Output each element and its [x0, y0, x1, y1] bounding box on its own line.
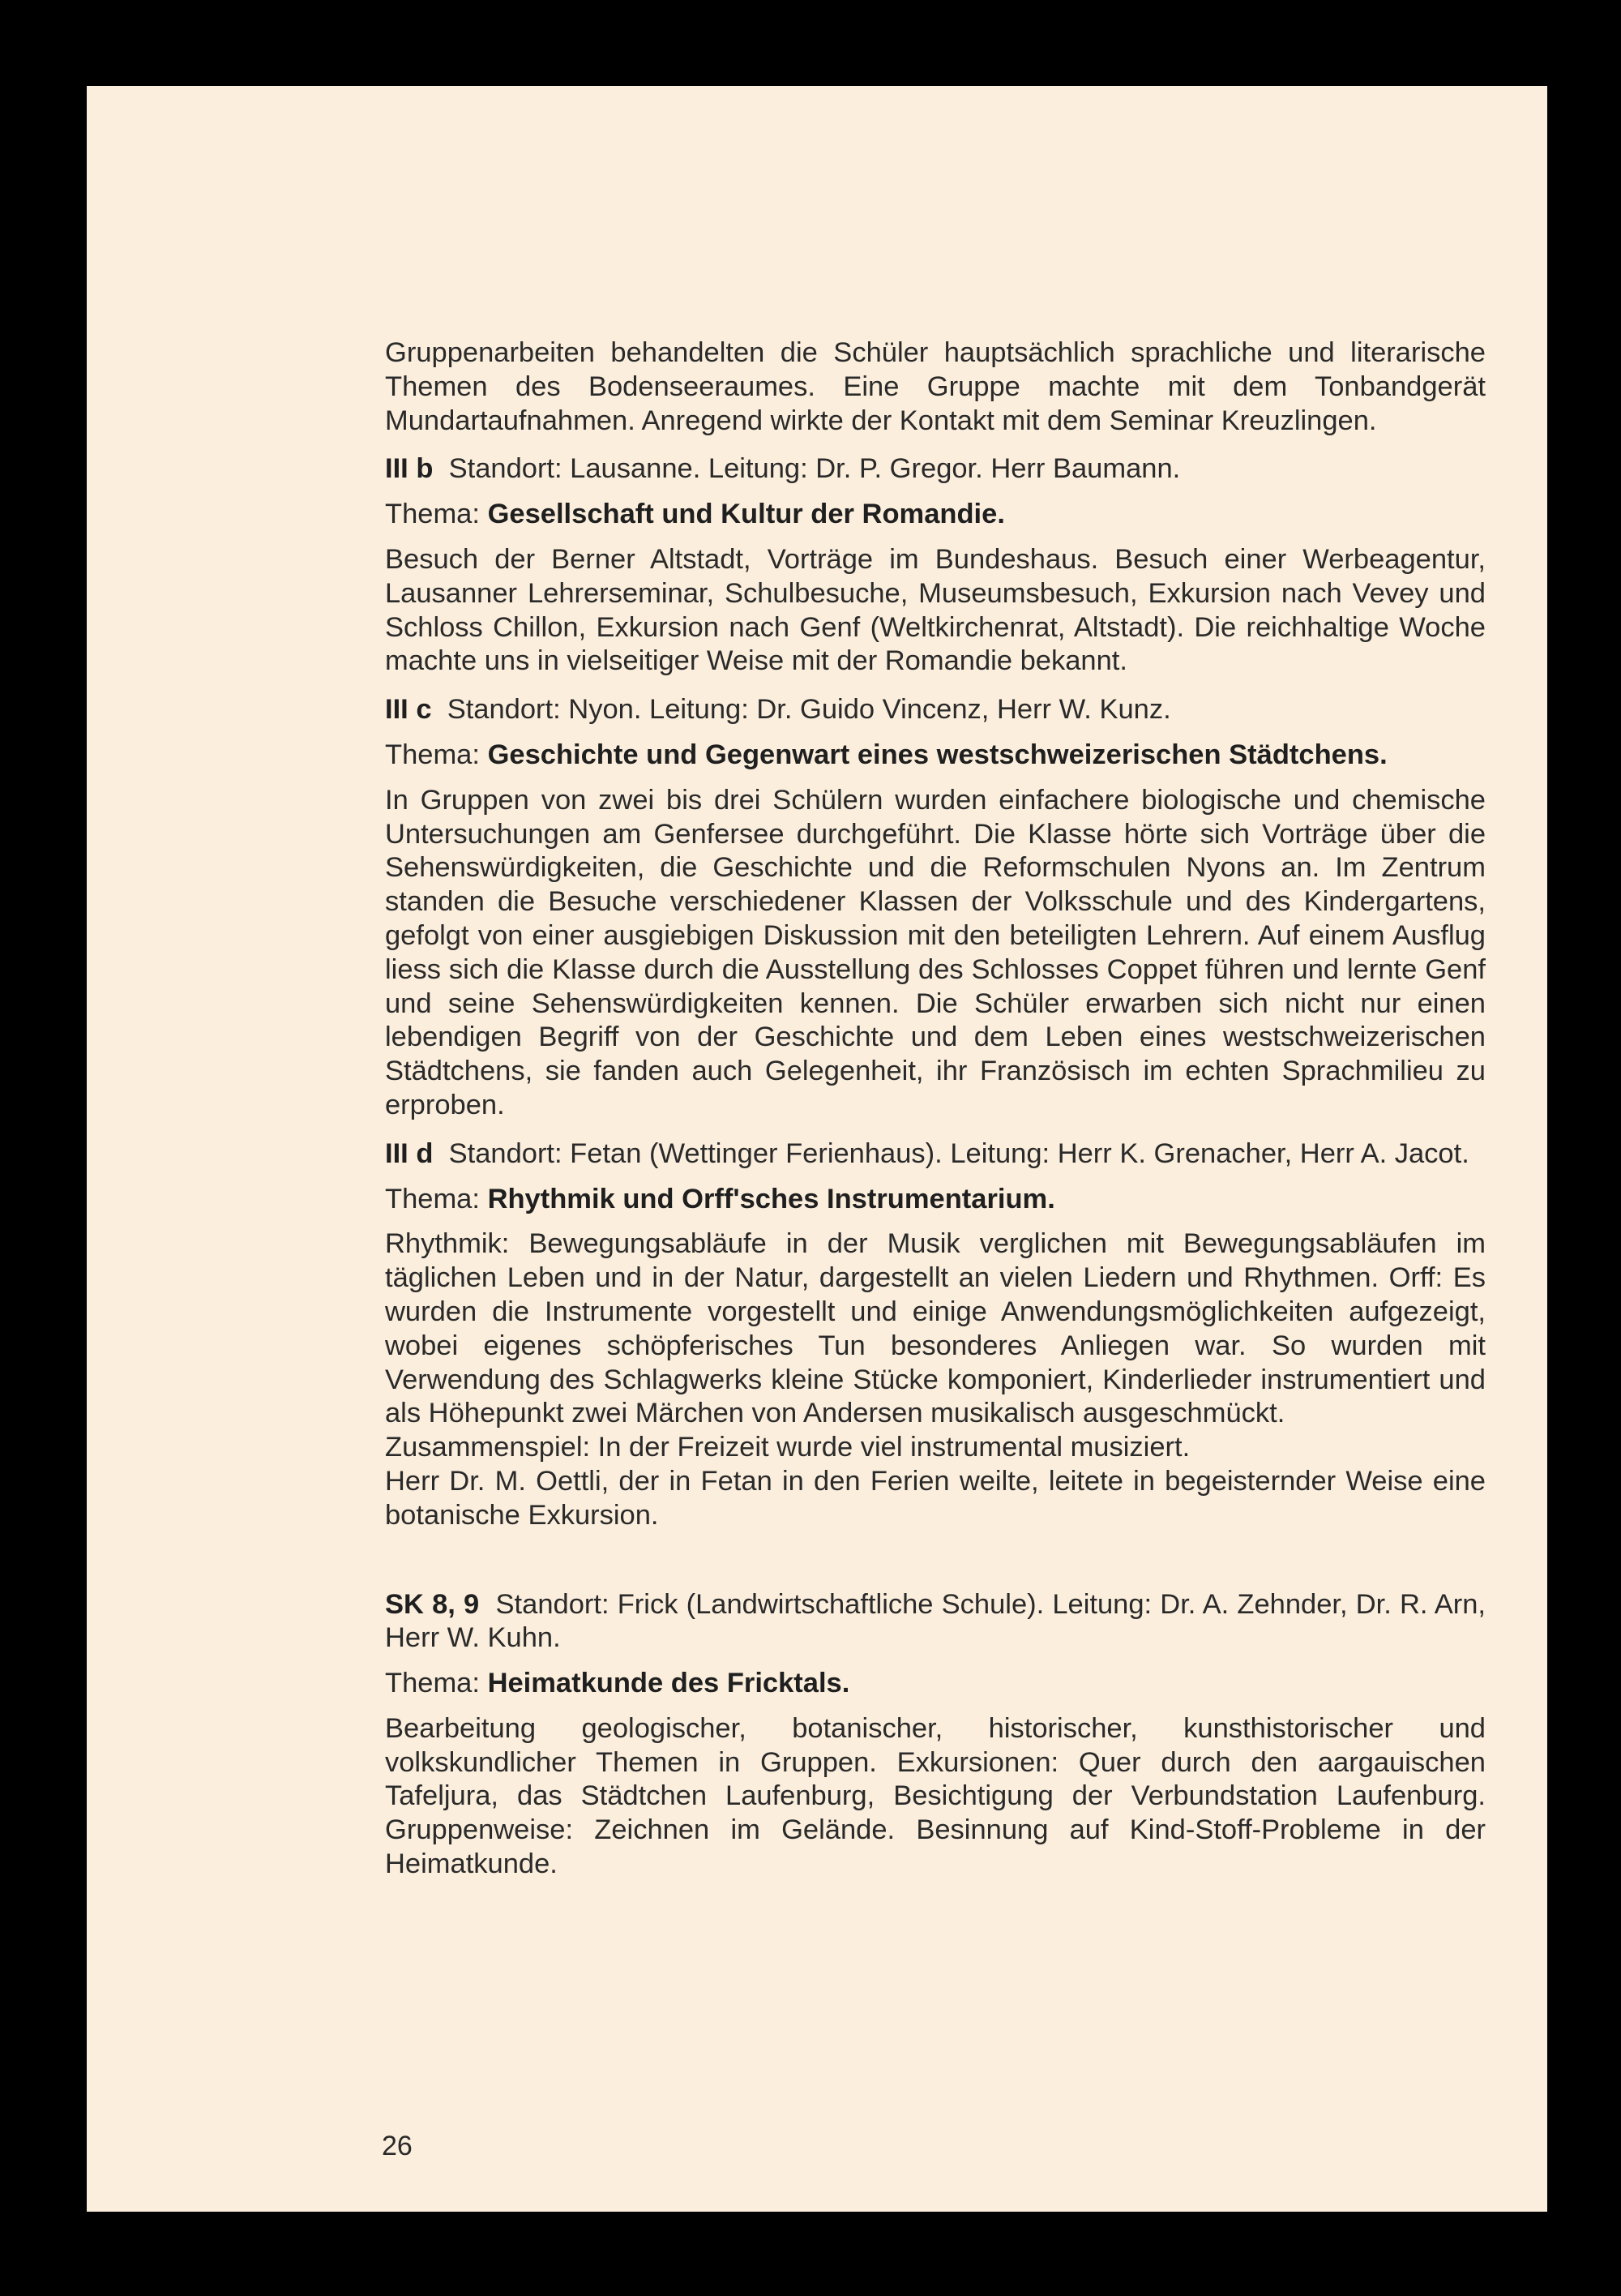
section-body-sk89: Bearbeitung geologischer, botanischer, historischer, kunsthistorischer und volkskundlicher Themen in Gruppen. Exkursionen: Quer durch den aargauischen Tafeljura, das Städtchen Laufenburg, Besichtigung der Verbundstation Laufenburg. Gruppenweise: Zeichnen im Gelände. Besinnung auf Kind-Stoff-Probleme in der Heimatkunde. [385, 1712, 1486, 1880]
section-location: Standort: Nyon. Leitung: Dr. Guido Vincenz, Herr W. Kunz. [447, 694, 1171, 726]
page-number: 26 [382, 2131, 413, 2161]
section-theme-iiid [385, 1183, 1486, 1217]
section-theme-sk89 [385, 1667, 1486, 1701]
section-body-iiic: In Gruppen von zwei bis drei Schülern wurden einfachere biologische und chemische Untersuchungen am Genfersee durchgeführt. Die Klasse hörte sich Vorträge über die Sehenswürdigkeiten, die Geschichte und die Reformschulen Nyons an. Im Zentrum standen die Besuche verschiedener Klassen der Volksschule und des Kindergartens, gefolgt von einer ausgiebigen Diskussion mit den beteiligten Lehrern. Auf einem Ausflug liess sich die Klasse durch die Ausstellung des Schlosses Coppet führen und lernte Genf und seine Sehenswürdigkeiten kennen. Die Schüler erwarben sich nicht nur einen lebendigen Begriff von der Geschichte und dem Leben eines westschweizerischen Städtchens, sie fanden auch Gelegenheit, ihr Französisch im echten Sprachmilieu zu erproben. [385, 784, 1486, 1120]
section-body-iiid: Rhythmik: Bewegungsabläufe in der Musik verglichen mit Bewegungsabläufen im täglichen Leben und in der Natur, dargestellt an vielen Liedern und Rhythmen. Orff: Es wurden die Instrumente vorgestellt und einige Anwendungsmöglichkeiten aufgezeigt, wobei eigenes schöpferisches Tun besonderes Anliegen war. So wurden mit Verwendung des Schlagwerks kleine Stücke komponiert, Kinderlieder instrumentiert und als Höhepunkt zwei Märchen von Andersen musikalisch ausgeschmückt. [385, 1228, 1486, 1429]
section-extra-iiid-1: Zusammenspiel: In der Freizeit wurde viel instrumental musiziert. [385, 1432, 1191, 1463]
theme-label: Thema: [385, 1668, 480, 1699]
section-header-iiic [385, 693, 1486, 727]
section-location: Standort: Frick (Landwirtschaftliche Schule). Leitung: Dr. A. Zehnder, Dr. R. Arn, Herr W. Kuhn. [385, 1588, 1486, 1654]
theme-title: Gesellschaft und Kultur der Romandie. [487, 499, 1005, 530]
theme-label: Thema: [385, 1183, 480, 1214]
section-header-iiid [385, 1137, 1486, 1172]
section-code: III b [385, 453, 434, 485]
theme-title: Rhythmik und Orff'sches Instrumentarium. [487, 1183, 1055, 1214]
section-code: III d [385, 1137, 434, 1169]
theme-title: Heimatkunde des Fricktals. [487, 1668, 850, 1699]
theme-label: Thema: [385, 739, 480, 770]
section-code: III c [385, 694, 432, 726]
section-header-iiib [385, 452, 1486, 486]
section-location: Standort: Fetan (Wettinger Ferienhaus). Leitung: Herr K. Grenacher, Herr A. Jacot. [448, 1137, 1469, 1169]
section-spacer [385, 1548, 1486, 1588]
intro-paragraph: Gruppenarbeiten behandelten die Schüler hauptsächlich sprachliche und literarische Themen des Bodenseeraumes. Eine Gruppe machte mit dem Tonbandgerät Mundartaufnahmen. Anregend wirkte der Kontakt mit dem Seminar Kreuzlingen. [385, 337, 1486, 436]
section-location: Standort: Lausanne. Leitung: Dr. P. Gregor. Herr Baumann. [448, 453, 1181, 485]
theme-title: Geschichte und Gegenwart eines westschweizerischen Städtchens. [487, 739, 1388, 770]
section-theme-iiic [385, 739, 1486, 773]
theme-label: Thema: [385, 499, 480, 530]
section-body-iiib: Besuch der Berner Altstadt, Vorträge im Bundeshaus. Besuch einer Werbeagentur, Lausanner Lehrerseminar, Schulbesuche, Museumsbesuch, Exkursion nach Vevey und Schloss Chillon, Exkursion nach Genf (Weltkirchenrat, Altstadt). Die reichhaltige Woche machte uns in vielseitiger Weise mit der Romandie bekannt. [385, 543, 1486, 677]
section-theme-iiib [385, 498, 1486, 532]
section-header-sk89 [385, 1588, 1486, 1656]
section-extra-iiid-2: Herr Dr. M. Oettli, der in Fetan in den Ferien weilte, leitete in begeisternder Weise eine botanische Exkursion. [385, 1465, 1486, 1531]
document-page [87, 86, 1547, 2212]
page-content [385, 336, 1486, 1896]
section-code: SK 8, 9 [385, 1588, 480, 1620]
